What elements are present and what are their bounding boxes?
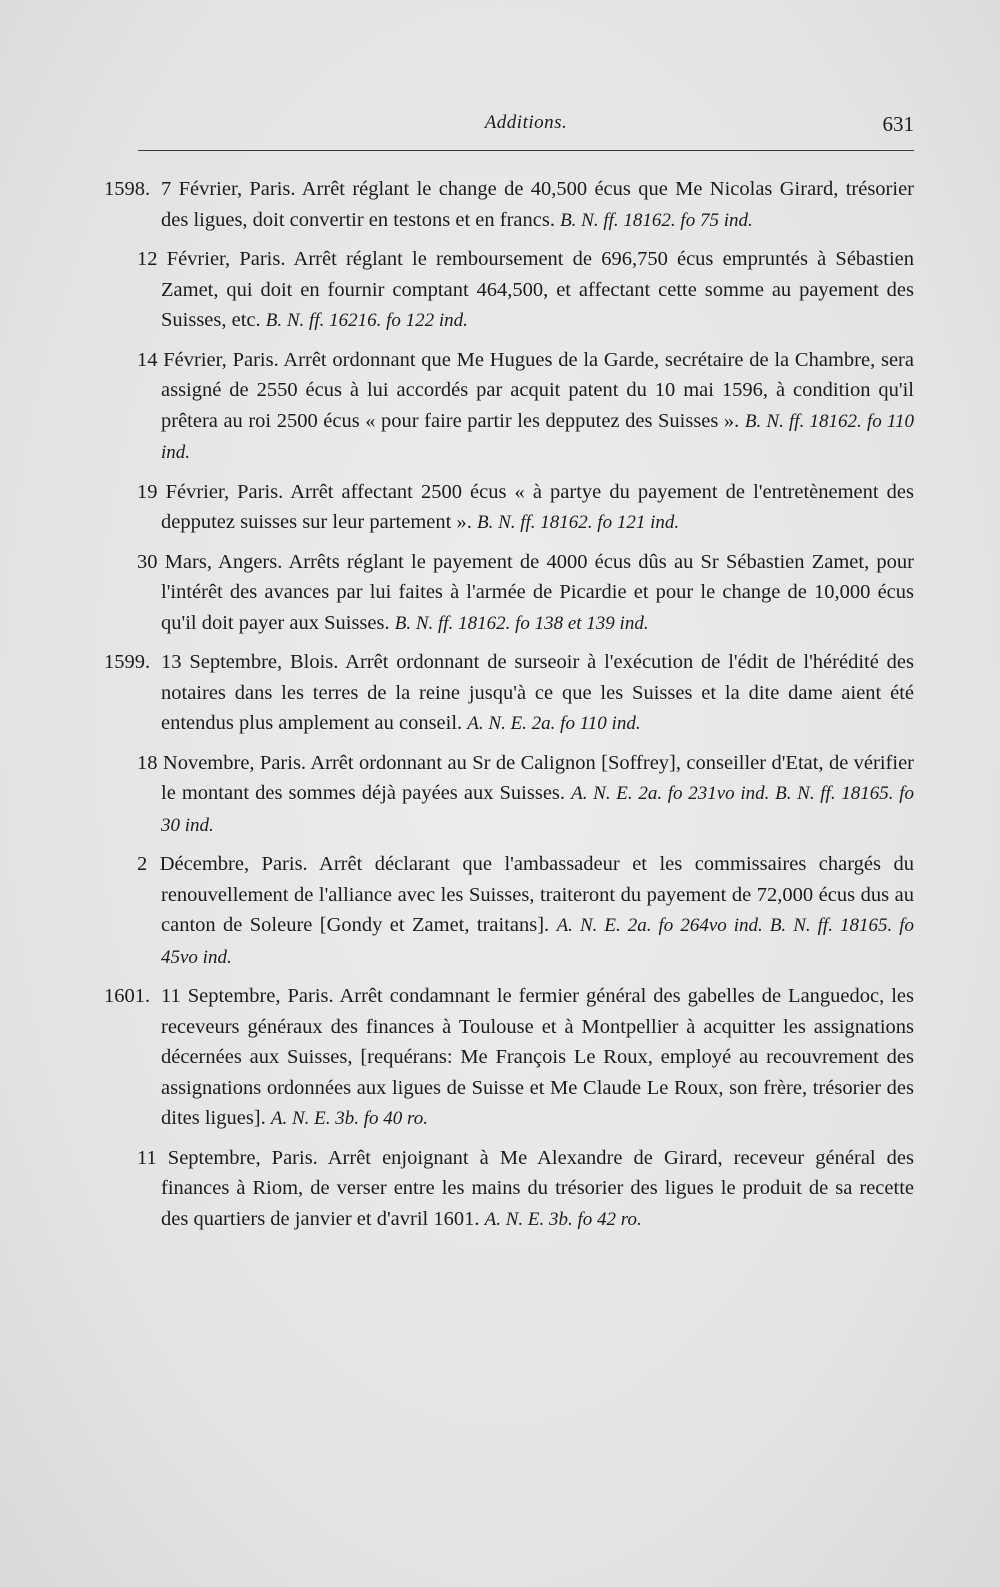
entry-reference: A. N. E. 3b. fo 40 ro. bbox=[270, 1108, 428, 1129]
entry-date: 7 Février, Paris. bbox=[161, 178, 296, 200]
entry bbox=[104, 477, 914, 539]
entry-date: 18 Novembre, Paris. bbox=[137, 751, 307, 774]
running-header bbox=[138, 112, 914, 152]
entry-year: 1598. bbox=[104, 178, 151, 200]
entry-reference: A. N. E. 2a. fo 264vo ind. B. N. ff. 18165. fo 45vo ind. bbox=[161, 915, 915, 968]
entry-date: 14 Février, Paris. bbox=[137, 348, 279, 371]
entry-reference: A. N. E. 3b. fo 42 ro. bbox=[484, 1208, 642, 1230]
entry-text: Arrêt déclarant que l'ambassadeur et les commissaires chargés du renouvellement de l'alliance avec les Suisses, traiteront du payement de 72,000 écus dus au canton de Soleure [Gondy et Zamet, traitans]. bbox=[161, 853, 914, 936]
header-rule bbox=[138, 150, 914, 151]
entry bbox=[104, 748, 914, 842]
entry-reference: A. N. E. 2a. fo 110 ind. bbox=[467, 713, 641, 734]
entry bbox=[104, 849, 914, 973]
entry-reference: B. N. ff. 18162. fo 138 et 139 ind. bbox=[394, 612, 649, 634]
entry-date: 11 Septembre, Paris. bbox=[161, 985, 334, 1007]
entry bbox=[104, 547, 914, 640]
entry-date: 13 Septembre, Blois. bbox=[161, 651, 339, 673]
entry-date: 30 Mars, Angers. bbox=[137, 550, 283, 573]
entry-text: Arrêt réglant le remboursement de 696,750 écus empruntés à Sébastien Zamet, qui doit en fournir comptant 464,500, et affectant cette somme au payement des Suisses, etc. bbox=[161, 248, 914, 331]
entry bbox=[104, 981, 914, 1135]
entry-text: Arrêt ordonnant que Me Hugues de la Garde, secrétaire de la Chambre, sera assigné de 2550 écus à lui accordés par acquit patent du 10 mai 1596, à condition qu'il prêtera au roi 2500 écus « pour faire partir les depputez des Suisses ». bbox=[161, 348, 914, 432]
entry-date: 12 Février, Paris. bbox=[137, 248, 286, 270]
entry-reference: B. N. ff. 18162. fo 121 ind. bbox=[476, 512, 680, 533]
entries-list bbox=[104, 174, 914, 1243]
entry-reference: B. N. ff. 18162. fo 110 ind. bbox=[161, 410, 914, 463]
entry bbox=[104, 174, 914, 236]
entry-text: Arrêt affectant 2500 écus « à partye du payement de l'entretènement des depputez suisses sur leur partement ». bbox=[161, 480, 914, 533]
entry-date: 11 Septembre, Paris. bbox=[137, 1146, 318, 1169]
entry-text: Arrêt réglant le change de 40,500 écus que Me Nicolas Girard, trésorier des ligues, doit convertir en testons et en francs. bbox=[161, 178, 914, 231]
entry-year: 1599. bbox=[104, 651, 151, 673]
entry bbox=[104, 244, 914, 337]
entry bbox=[104, 1143, 914, 1236]
entry-reference: B. N. ff. 18162. fo 75 ind. bbox=[560, 209, 753, 231]
entry-year: 1601. bbox=[104, 985, 151, 1007]
entry-text: Arrêt enjoignant à Me Alexandre de Girard, receveur général des finances à Riom, de verser entre les mains du trésorier des ligues le produit de sa recette des quartiers de janvier et d'avril 1601. bbox=[161, 1146, 915, 1230]
page-number: 631 bbox=[882, 112, 914, 136]
entry-date: 19 Février, Paris. bbox=[137, 480, 284, 503]
entry-text: Arrêts réglant le payement de 4000 écus dûs au Sr Sébastien Zamet, pour l'intérêt des avances par lui faites à l'armée de Picardie et pour le change de 10,000 écus qu'il doit payer aux Suisses. bbox=[161, 550, 914, 634]
entry-reference: B. N. ff. 16216. fo 122 ind. bbox=[265, 310, 468, 331]
entry-date: 2 Décembre, Paris. bbox=[137, 853, 308, 875]
header-title: Additions. bbox=[484, 112, 568, 133]
entry-text: Arrêt condamnant le fermier général des gabelles de Languedoc, les receveurs généraux des finances à Toulouse et à Montpellier à acquitter les assignations décernées aux Suisses, [requérans: Me François Le Roux, employé au recouvrement des assignations ordonnées aux ligues de Suisse et Me Claude Le Roux, son frère, trésorier des dites ligues]. bbox=[161, 985, 914, 1129]
entry-text: Arrêt ordonnant au Sr de Calignon [Soffrey], conseiller d'Etat, de vérifier le montant des sommes déjà payées aux Suisses. bbox=[161, 751, 914, 804]
entry bbox=[104, 345, 914, 469]
entry-reference: A. N. E. 2a. fo 231vo ind. B. N. ff. 18165. fo 30 ind. bbox=[161, 783, 915, 836]
entry-text: Arrêt ordonnant de surseoir à l'exécution de l'édit de l'hérédité des notaires dans les terres de la reine jusqu'à ce que les Suisses et la dite dame aient été entendus plus amplement au conseil. bbox=[161, 651, 914, 734]
entry bbox=[104, 647, 914, 740]
